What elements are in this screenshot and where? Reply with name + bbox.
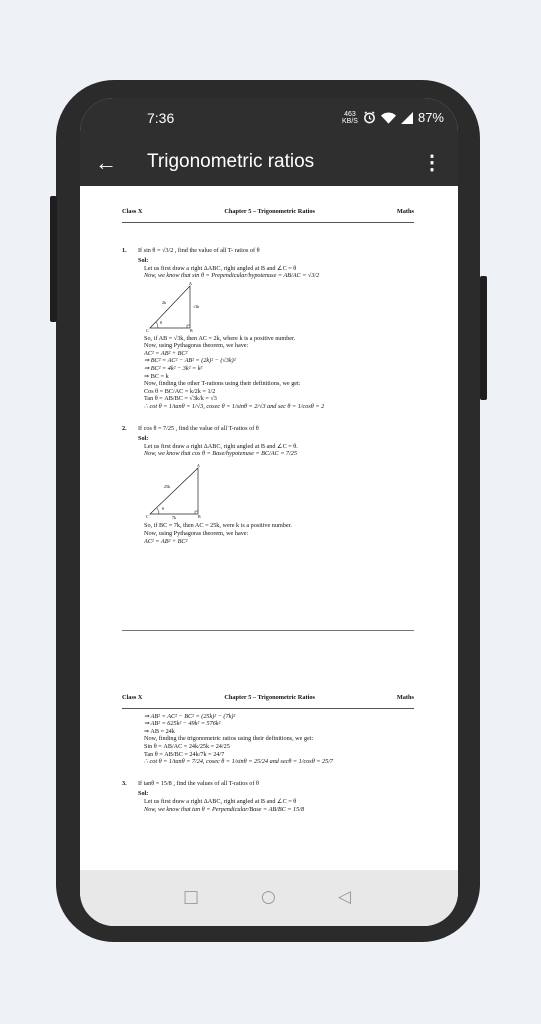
question-text: If tanθ = 15/8 , find the values of all T-ratios of θ [138,779,259,787]
question-text: If sin θ = √3/2 , find the value of all T- ratios of θ [138,246,260,254]
question-number: 2. [122,424,127,432]
phone-screen [80,98,458,926]
q1-line: Now, we know that sin θ = Prependicular/hypotenuse = AB/AC = √3/2 [144,272,320,280]
wifi-icon [381,112,396,124]
page-header [122,208,414,223]
p2-line: Tan θ = AB/BC = 24k/7k = 24/7 [144,750,225,758]
network-speed-value: 463 [344,110,356,118]
q1-line: So, if AB = √3k, then AC = 2k, where k is a positive number. [144,334,296,342]
q1-line: ⇒ BC² = 4k² − 3k² = k² [144,364,203,372]
phone-side-button-left-2 [50,256,57,322]
status-time: 7:36 [147,110,175,126]
header-subject: Maths [396,208,414,215]
q1-line: ⇒ BC² = AC² − AB² = (2k)² − (√3k)² [144,357,236,365]
app-bar [80,142,458,186]
q2-line: AC² = AB² + BC² [144,537,188,545]
q3-line: Let us first draw a right ΔABC, right angled at B and ∠C = θ [144,797,297,805]
header-chapter: Chapter 5 – Trigonometric Ratios [224,694,315,701]
status-bar [80,98,458,142]
tri-label-hyp: 25k [164,483,170,489]
phone-side-button-left-1 [50,196,57,262]
triangle-diagram-q2 [144,462,214,520]
q1-line: ∴ cot θ = 1/tanθ = 1/√3, cosec θ = 1/sinθ = 2/√3 and sec θ = 1/cosθ = 2 [144,402,325,410]
app-title: Trigonometric ratios [147,151,315,172]
phone-side-button-right [480,276,487,400]
question-2 [122,425,414,546]
question-number: 1. [122,246,127,254]
tri-label-hyp: 2k [162,299,166,305]
tri-label-b: B [190,327,193,332]
question-3 [122,780,414,813]
overflow-menu-icon[interactable]: ⋮ [422,152,442,174]
system-nav-bar [80,870,458,926]
tri-label-opp: √3k [193,303,200,309]
q1-line: Cos θ = BC/AC = k/2k = 1/2 [144,387,216,395]
recents-square-icon[interactable]: □ [183,887,200,907]
network-speed [342,111,358,125]
q1-line: Now, finding the other T-rations using their definitions, we get: [144,380,301,388]
q2-line: Now, we know that cos θ = Base/hypotenuse = BC/AC = 7/25 [144,450,297,458]
q2-line: Let us first draw a right ΔABC, right angled at B and ∠C = θ. [144,442,298,450]
question-text: If cos θ = 7/25 , find the value of all T-ratios of θ [138,424,259,432]
question-1 [122,247,414,411]
q1-line: Tan θ = AB/BC = √3k/k = √3 [144,395,217,403]
pdf-page-2 [122,694,414,813]
tri-label-a: A [197,462,200,468]
sol-label: Sol: [138,257,149,265]
question-number: 3. [122,779,127,787]
q2-line: Now, using Pythagoras theorem, we have: [144,530,249,538]
network-speed-unit: KB/S [342,117,358,125]
q2-line: So, if BC = 7k, then AC = 25k, were k is a positive number. [144,522,292,530]
tri-label-adj: 7k [172,514,176,520]
p2-line: Sin θ = AB/AC = 24k/25k = 24/25 [144,742,230,750]
q1-line: Now, using Pythagoras theorem, we have: [144,342,249,350]
header-chapter: Chapter 5 – Trigonometric Ratios [224,208,315,215]
q3-line: Now, we know that tan θ = Perpendicular/Base = AB/BC = 15/8 [144,805,305,813]
tri-label-angle: θ [162,505,164,511]
page-separator [122,630,414,631]
tri-label-b: B [198,513,201,519]
q1-line: Let us first draw a right ΔABC, right angled at B and ∠C = θ [144,264,297,272]
alarm-icon [363,111,376,124]
back-arrow-icon[interactable]: ← [95,150,117,175]
q1-line: ⇒ BC = k [144,372,169,380]
tri-label-angle: θ [160,319,162,325]
p2-line: Now, finding the trigonometric ratios using their definitions, we get: [144,735,314,743]
tri-label-a: A [189,281,192,286]
p2-line: ∴ cot θ = 1/tanθ = 7/24, cosec θ = 1/sinθ = 25/24 and secθ = 1/cosθ = 25/7 [144,758,334,766]
header-class: Class X [122,694,143,701]
back-triangle-icon[interactable]: ◁ [338,887,352,907]
header-subject: Maths [396,694,414,701]
battery-percent: 87% [417,110,444,125]
sol-label: Sol: [138,435,149,443]
page-header [122,694,414,709]
pdf-viewer[interactable] [80,186,458,870]
header-class: Class X [122,208,143,215]
tri-label-c: C [146,327,149,332]
status-icons [342,110,444,125]
p2-line: ⇒ AB = 24k [144,727,175,735]
sol-label: Sol: [138,790,149,798]
tri-label-c: C [146,513,149,519]
p2-line: ⇒ AB² = 625k² − 49k² = 576k² [144,720,221,728]
signal-icon [401,112,413,124]
triangle-diagram-q1 [144,282,204,332]
home-circle-icon[interactable]: ○ [261,887,276,907]
q1-line: AC² = AB² + BC² [144,349,188,357]
pdf-page-1 [122,208,414,545]
p2-line: ⇒ AB² = AC² − BC² = (25k)² − (7k)² [144,712,236,720]
